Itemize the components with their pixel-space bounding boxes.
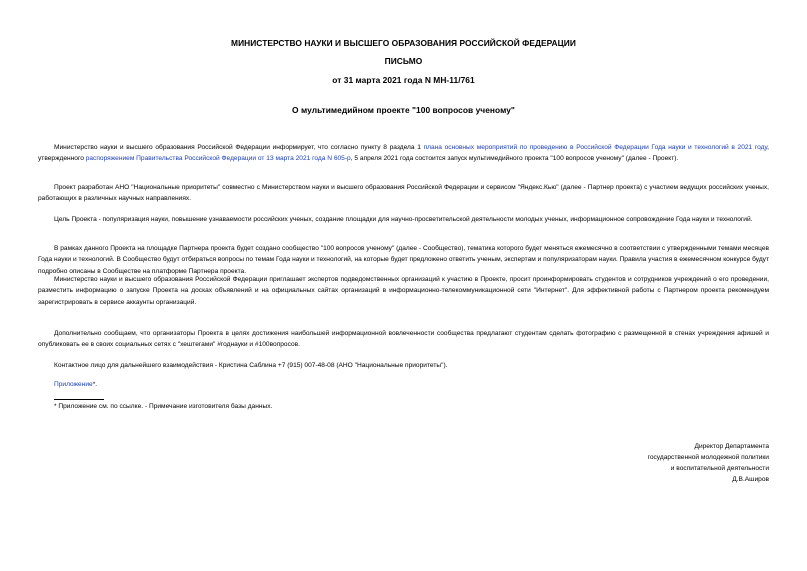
- signature-title-3: и воспитательной деятельности: [670, 465, 769, 472]
- plan-link[interactable]: плана основных мероприятий по проведению в Российской Федерации Года науки и технологий в 2021 году: [423, 144, 768, 151]
- paragraph-intro: [38, 142, 769, 165]
- paragraph-intro-text-3: , 5 апреля 2021 года состоится запуск мультимедийного проекта "100 вопросов ученому" (далее - Проект).: [350, 155, 679, 163]
- paragraph-intro-text-2: , утвержденного: [38, 144, 769, 163]
- paragraph-intro-text-1: Министерство науки и высшего образования Российской Федерации информирует, что согласно пункту 8 раздела 1: [54, 144, 424, 151]
- appendix-link[interactable]: Приложение: [54, 381, 93, 388]
- paragraph-contact: Контактное лицо для дальнейшего взаимодействия - Кристина Саблина +7 (915) 007-48-08 (АНО "Национальные приоритеты").: [54, 362, 448, 369]
- paragraph-photo-campaign: Дополнительно сообщаем, что организаторы Проекта в целях достижения наибольшей информационной вовлеченности сообщества предлагают студентам сделать фотографию с размещенной в стенах учреждения афишей и опубликовать ее в своих социальных сетях с "хештегами" #годнауки и #100вопросов.: [38, 330, 769, 349]
- ministry-title: МИНИСТЕРСТВО НАУКИ И ВЫСШЕГО ОБРАЗОВАНИЯ РОССИЙСКОЙ ФЕДЕРАЦИИ: [231, 38, 576, 48]
- government-order-link[interactable]: распоряжением Правительства Российской Федерации от 13 марта 2021 года N 605-р: [85, 155, 351, 163]
- signature-title-1: Директор Департамента: [694, 443, 769, 450]
- document-date-number: от 31 марта 2021 года N МН-11/761: [332, 75, 475, 85]
- paragraph-community: В рамках данного Проекта на площадке Партнера проекта будет создано сообщество "100 вопросов ученому" (далее - Сообщество), тематика которого будет меняться ежемесячно в соответствии с утвержденными темами месяцев Года науки и технологий. В Сообщество будут отбираться вопросы по темам Года науки и технологий, на которые будет предложено ответить ученым, экспертам и популяризаторам науки. Правила участия в ежемесячном конкурсе будут подробно описаны в Сообществе на платформе Партнера проекта.: [38, 245, 769, 275]
- appendix-mark: *.: [92, 381, 98, 388]
- paragraph-project-developer: Проект разработан АНО "Национальные приоритеты" совместно с Министерством науки и высшего образования Российской Федерации и сервисом "Яндекс.Кью" (далее - Партнер проекта) с участием ведущих российских ученых, работающих в различных научных направлениях.: [38, 184, 769, 203]
- appendix-line: [54, 379, 97, 390]
- document-type: ПИСЬМО: [384, 56, 423, 66]
- paragraph-invitation: Министерство науки и высшего образования Российской Федерации приглашает экспертов подведомственных организаций к участию в Проекте, просит проинформировать студентов и сотрудников учреждений о его проведении, разместить информацию о запуске Проекта на досках объявлений и на официальных сайтах организаций в информационно-телекоммуникационной сети "Интернет". Для эффективной работы с Партнером проекта рекомендуем зарегистрировать в сервисе аккаунты организаций.: [38, 276, 769, 306]
- footnote-text: * Приложение см. по ссылке. - Примечание изготовителя базы данных.: [54, 403, 273, 410]
- document-subject: О мультимедийном проекте "100 вопросов ученому": [292, 105, 515, 115]
- signature-title-2: государственной молодежной политики: [647, 454, 769, 461]
- signature-name: Д.В.Аширов: [732, 476, 769, 483]
- paragraph-project-goal: Цель Проекта - популяризация науки, повышение узнаваемости российских ученых, создание площадки для научно-просветительской деятельности молодых ученых, информационное сопровождение Года науки и технологий.: [54, 216, 753, 223]
- footnote-divider: [54, 399, 104, 400]
